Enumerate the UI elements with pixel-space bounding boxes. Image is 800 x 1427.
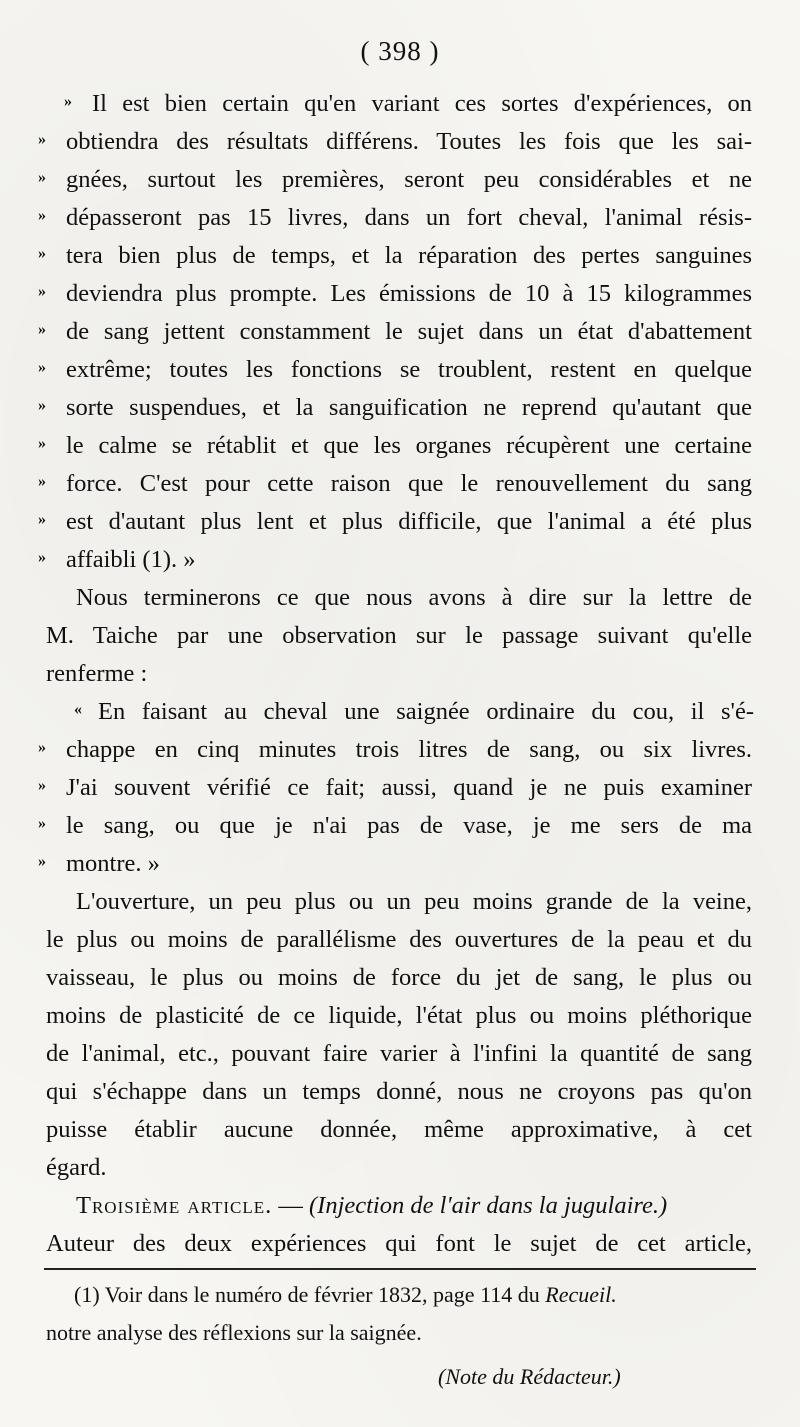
quote-text: le sang, ou que je n'ai pas de vase, je me sers de ma [66, 812, 752, 839]
article-heading: Troisième article. [76, 1192, 273, 1219]
quote-mark: » [38, 169, 46, 186]
quote-mark: » [38, 321, 46, 338]
paragraph-text: Nous terminerons ce que nous avons à dire sur la lettre de [76, 584, 752, 611]
quote-text: extrême; toutes les fonctions se troublent, restent en quelque [66, 356, 752, 383]
quote-mark: » [38, 777, 46, 794]
page-number: ( 398 ) [360, 36, 440, 66]
quote-text: obtiendra des résultats différens. Toutes les fois que les sai- [66, 128, 752, 155]
quote-text: force. C'est pour cette raison que le renouvellement du sang [66, 470, 752, 497]
quote-mark: « [74, 701, 82, 718]
paragraph-text: qui s'échappe dans un temps donné, nous ne croyons pas qu'on [46, 1078, 752, 1105]
quote-text: est d'autant plus lent et plus difficile, que l'animal a été plus [66, 508, 752, 535]
quote-mark: » [38, 815, 46, 832]
paragraph-text: vaisseau, le plus ou moins de force du jet de sang, le plus ou [46, 964, 752, 991]
quote-mark: » [38, 511, 46, 528]
quote-text: chappe en cinq minutes trois litres de sang, ou six livres. [66, 736, 752, 763]
paragraph-text: de l'animal, etc., pouvant faire varier à l'infini la quantité de sang [46, 1040, 752, 1067]
quote-mark: » [38, 245, 46, 262]
quote-mark: » [38, 435, 46, 452]
footnote-journal: Recueil. [545, 1282, 617, 1307]
quote-text: le calme se rétablit et que les organes récupèrent une certaine [66, 432, 752, 459]
paragraph-text: renferme : [46, 660, 148, 687]
quote-mark: » [38, 207, 46, 224]
quote-mark: » [38, 283, 46, 300]
quote-mark: » [38, 473, 46, 490]
quote-mark: » [38, 853, 46, 870]
footnote-line [46, 1320, 422, 1346]
quote-mark: » [38, 397, 46, 414]
footnote-line [74, 1282, 617, 1308]
quote-mark: » [38, 739, 46, 756]
article-dash: — [278, 1192, 303, 1219]
quote-text: sorte suspendues, et la sanguification ne reprend qu'autant que [66, 394, 752, 421]
footnote-signature [438, 1364, 621, 1390]
footnote-text: notre analyse des réflexions sur la saignée. [46, 1320, 422, 1345]
quote-text: Il est bien certain qu'en variant ces sortes d'expériences, on [92, 90, 752, 117]
footnote-text: (1) Voir dans le numéro de février 1832, page 114 du [74, 1282, 540, 1307]
quote-mark: » [38, 359, 46, 376]
paragraph-text: puisse établir aucune donnée, même approximative, à cet [46, 1116, 752, 1143]
article-heading-group [76, 1194, 667, 1219]
quote-text: En faisant au cheval une saignée ordinaire du cou, il s'é- [98, 698, 754, 725]
article-title: (Injection de l'air dans la jugulaire.) [309, 1192, 668, 1219]
quote-text: deviendra plus prompte. Les émissions de 10 à 15 kilogrammes [66, 280, 752, 307]
article-text: Auteur des deux expériences qui font le sujet de cet article, [46, 1230, 752, 1257]
quote-text: tera bien plus de temps, et la réparation des pertes sanguines [66, 242, 752, 269]
quote-text: J'ai souvent vérifié ce fait; aussi, quand je ne puis examiner [66, 774, 752, 801]
quote-text: montre. » [66, 850, 160, 877]
paragraph-text: L'ouverture, un peu plus ou un peu moins grande de la veine, [76, 888, 752, 915]
quote-text: de sang jettent constamment le sujet dans un état d'abattement [66, 318, 752, 345]
quote-text: dépasseront pas 15 livres, dans un fort cheval, l'animal résis- [66, 204, 752, 231]
paragraph-text: moins de plasticité de ce liquide, l'état plus ou moins pléthorique [46, 1002, 752, 1029]
quote-mark: » [64, 93, 72, 110]
quote-mark: » [38, 131, 46, 148]
footnote-rule [44, 1268, 756, 1270]
editor-note: (Note du Rédacteur.) [438, 1364, 621, 1389]
quote-text: gnées, surtout les premières, seront peu considérables et ne [66, 166, 752, 193]
paragraph-text: le plus ou moins de parallélisme des ouvertures de la peau et du [46, 926, 752, 953]
paragraph-text: M. Taiche par une observation sur le passage suivant qu'elle [46, 622, 752, 649]
paragraph-text: égard. [46, 1154, 107, 1181]
quote-mark: » [38, 549, 46, 566]
quote-text: affaibli (1). » [66, 546, 196, 573]
